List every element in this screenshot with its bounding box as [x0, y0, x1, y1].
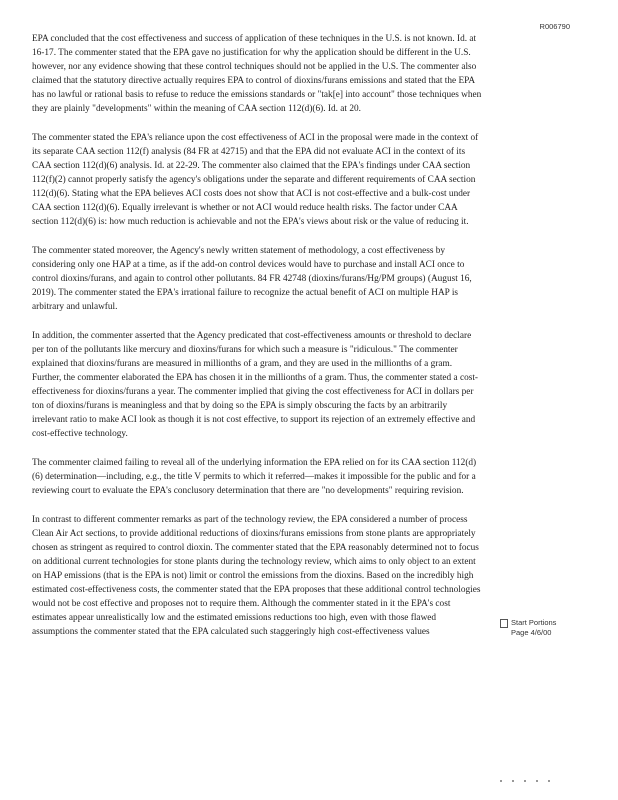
dot: [524, 780, 526, 782]
paragraph-3: The commenter stated moreover, the Agency's newly written statement of methodology, a cost effectiveness by considering only one HAP at a time, as if the add-on control devices would have to purchase and install ACI once to control dioxins/furans, and again to control other pollutants. 84 FR 42748 (dioxins/furans/Hg/PM groups) (August 16, 2019). The commenter stated the EPA's irrational failure to recognize the actual benefit of ACI on multiple HAP is arbitrary and unlawful.: [32, 246, 472, 312]
paragraph-2: The commenter stated the EPA's reliance upon the cost effectiveness of ACI in the proposal were made in the context of its separate CAA section 112(f) analysis (84 FR at 42715) and that the EPA did not evaluate ACI in the context of its CAA section 112(d)(6) analysis. Id. at 22-29. The commenter also claimed that the EPA's findings under CAA section 112(f)(2) cannot properly satisfy the agency's obligations under the separate and different requirements of CAA section 112(d)(6). Stating what the EPA believes ACI costs does not show that ACI is not cost-effective and a bulk-cost under CAA section 112(d)(6). Equally irrelevant is whether or not ACI would reduce health risks. The factor under CAA section 112(d)(6) is: how much reduction is achievable and not the EPA's views about risk or the value of reducing it.: [32, 133, 479, 227]
footer-dots: [500, 780, 550, 782]
margin-annotation-text: [511, 618, 556, 638]
dot: [536, 780, 538, 782]
paragraph-5: The commenter claimed failing to reveal all of the underlying information the EPA relied on for its CAA section 112(d)(6) determination—including, e.g., the title V permits to which it referred—makes it impossible for the public and for a reviewing court to evaluate the EPA's conclusory determination that there are "no developments" requiring revision.: [32, 458, 477, 496]
margin-annotation-line-2: Page 4/6/00: [511, 628, 552, 637]
paragraph-4: In addition, the commenter asserted that the Agency predicated that cost-effectiveness amounts or threshold to declare per ton of the pollutants like mercury and dioxins/furans for which such a measure is "ridiculous." The commenter explained that dioxins/furans are measured in millionths of a gram, and they are used in the millionths of a gram. Further, the commenter elaborated the EPA has chosen it in the millionths of a gram. Thus, the commenter stated a cost-effectiveness for dioxins/furans a year. The commenter implied that giving the cost effectiveness for ACI in dollars per ton of dioxins/furans is meaningless and that by doing so the EPA is simply obscuring the facts by an arbitrarily irrelevant ratio to make ACI look as though it is not cost effective, to support its rejection of an extremely effective and cost-effective technology.: [32, 331, 479, 439]
dot: [500, 780, 502, 782]
paragraph-6: In contrast to different commenter remarks as part of the technology review, the EPA considered a number of process Clean Air Act sections, to provide additional reductions of dioxins/furans emissions from stone plants are appropriately chosen as stringent as required to control dioxin. The commenter stated that the EPA reasonably determined not to focus on additional current technologies for stone plants during the technology review, which aims to only object to an extent on HAP emissions (that is the EPA is not) limit or control the emissions from the dioxins. Based on the incredibly high estimated cost-effectiveness costs, the commenter stated that the EPA proposes that these additional control technologies would not be cost effective and proposes not to require them. Although the commenter stated in it the EPA's cost estimates appear unrealistically low and the estimated emissions reductions too high, even with those flawed assumptions the commenter stated that the EPA calculated such staggeringly high cost-effectiveness values: [32, 515, 481, 637]
margin-annotation[interactable]: [500, 618, 600, 638]
document-id: R006790: [539, 22, 570, 31]
comment-icon: [500, 619, 508, 628]
dot: [548, 780, 550, 782]
margin-annotation-line-1: Start Portions: [511, 618, 557, 627]
paragraph-1: EPA concluded that the cost effectiveness and success of application of these techniques in the U.S. is not known. Id. at 16-17. The commenter stated that the EPA gave no justification for why the application should be different in the U.S. however, nor any evidence showing that these control techniques should not be applied in the U.S. The commenter also claimed that the statutory directive actually requires EPA to control of dioxins/furans emissions and stated that the EPA has no lawful or rational basis to refuse to reduce the emissions standards or "tak[e] into account" those techniques when they are plainly "developments" within the meaning of CAA section 112(d)(6). Id. at 20.: [32, 34, 482, 114]
document-body: [32, 32, 482, 654]
dot: [512, 780, 514, 782]
